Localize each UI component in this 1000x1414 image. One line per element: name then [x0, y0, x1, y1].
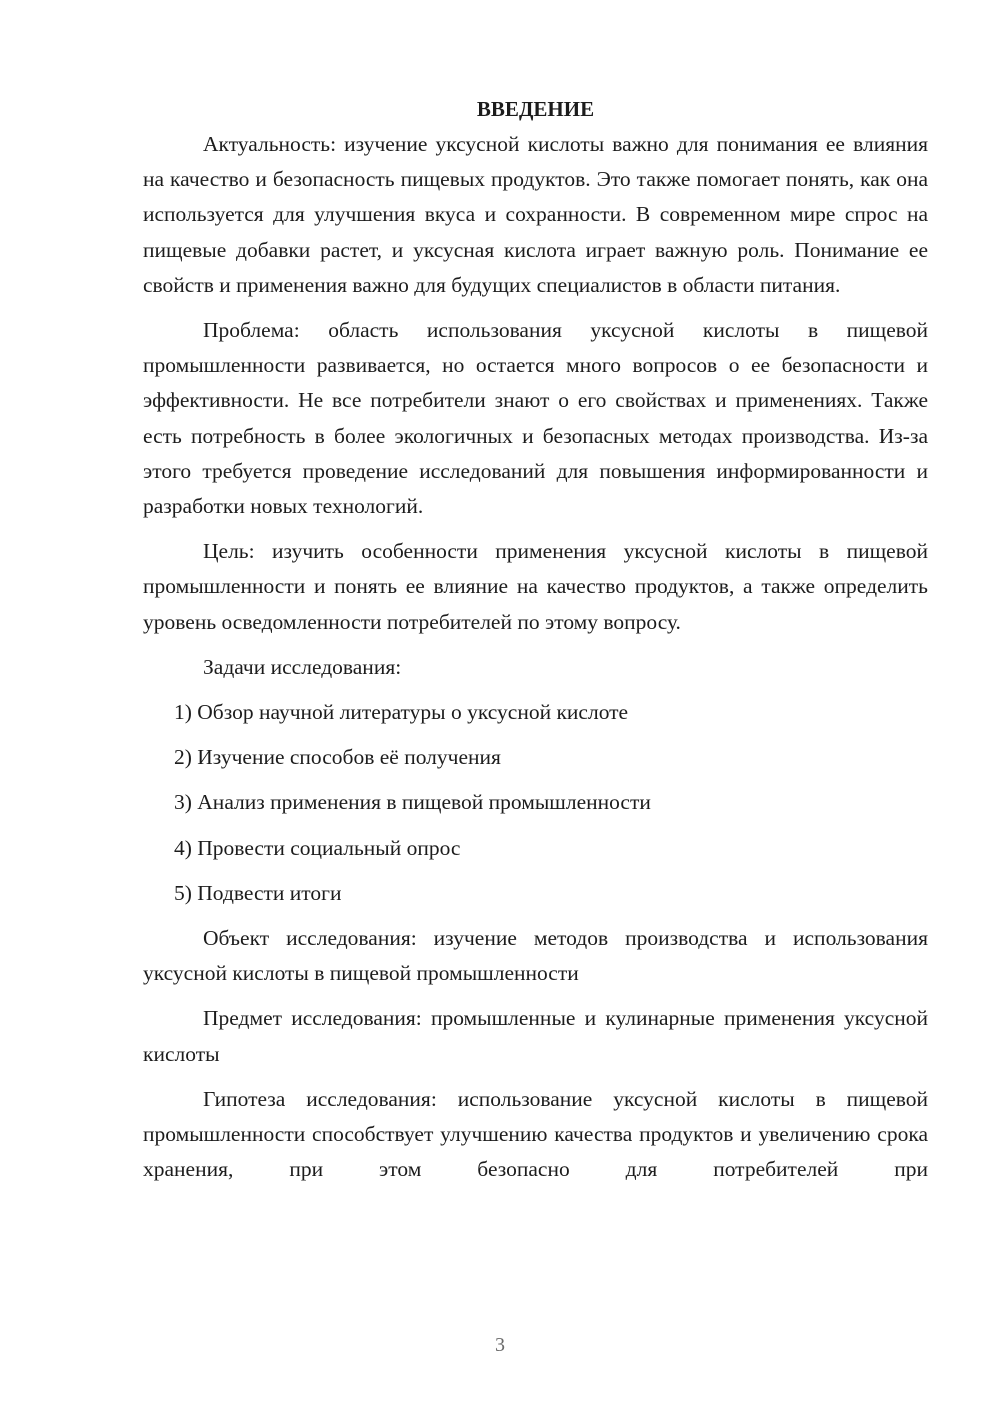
list-item: 1) Обзор научной литературы о уксусной кислоте — [174, 700, 629, 725]
paragraph-goal: Цель: изучить особенности применения уксусной кислоты в пищевой промышленности и понять ее влияние на качество продуктов, а также определить уровень осведомленности потребителей по этому вопросу. — [143, 539, 928, 634]
page-number: 3 — [495, 1334, 505, 1356]
tasks-title: Задачи исследования: — [203, 654, 402, 679]
list-item: 3) Анализ применения в пищевой промышленности — [174, 790, 651, 815]
paragraph-relevance: Актуальность: изучение уксусной кислоты важно для понимания ее влияния на качество и безопасность пищевых продуктов. Это также помогает понять, как она используется для улучшения вкуса и сохранности. В современном мире спрос на пищевые добавки растет, и уксусная кислота играет важную роль. Понимание ее свойств и применения важно для будущих специалистов в области питания. — [143, 132, 928, 297]
paragraph-hypothesis: Гипотеза исследования: использование уксусной кислоты в пищевой промышленности способствует улучшению качества продуктов и увеличению срока хранения, при этом безопасно для потребителей при — [143, 1086, 928, 1182]
paragraph-problem: Проблема: область использования уксусной кислоты в пищевой промышленности развивается, но остается много вопросов о ее безопасности и эффективности. Не все потребители знают о его свойствах и применениях. Также есть потребность в более экологичных и безопасных методах производства. Из-за этого требуется проведение исследований для повышения информированности и разработки новых технологий. — [143, 318, 928, 519]
list-item: 5) Подвести итоги — [174, 880, 342, 905]
list-item: 2) Изучение способов её получения — [174, 745, 501, 770]
tasks-list — [143, 695, 928, 911]
paragraph-object: Объект исследования: изучение методов производства и использования уксусной кислоты в пищевой промышленности — [143, 926, 928, 986]
document-page — [143, 92, 928, 1197]
paragraph-subject: Предмет исследования: промышленные и кулинарные применения уксусной кислоты — [143, 1006, 928, 1066]
list-item: 4) Провести социальный опрос — [174, 835, 461, 860]
page-title: ВВЕДЕНИЕ — [476, 97, 595, 121]
